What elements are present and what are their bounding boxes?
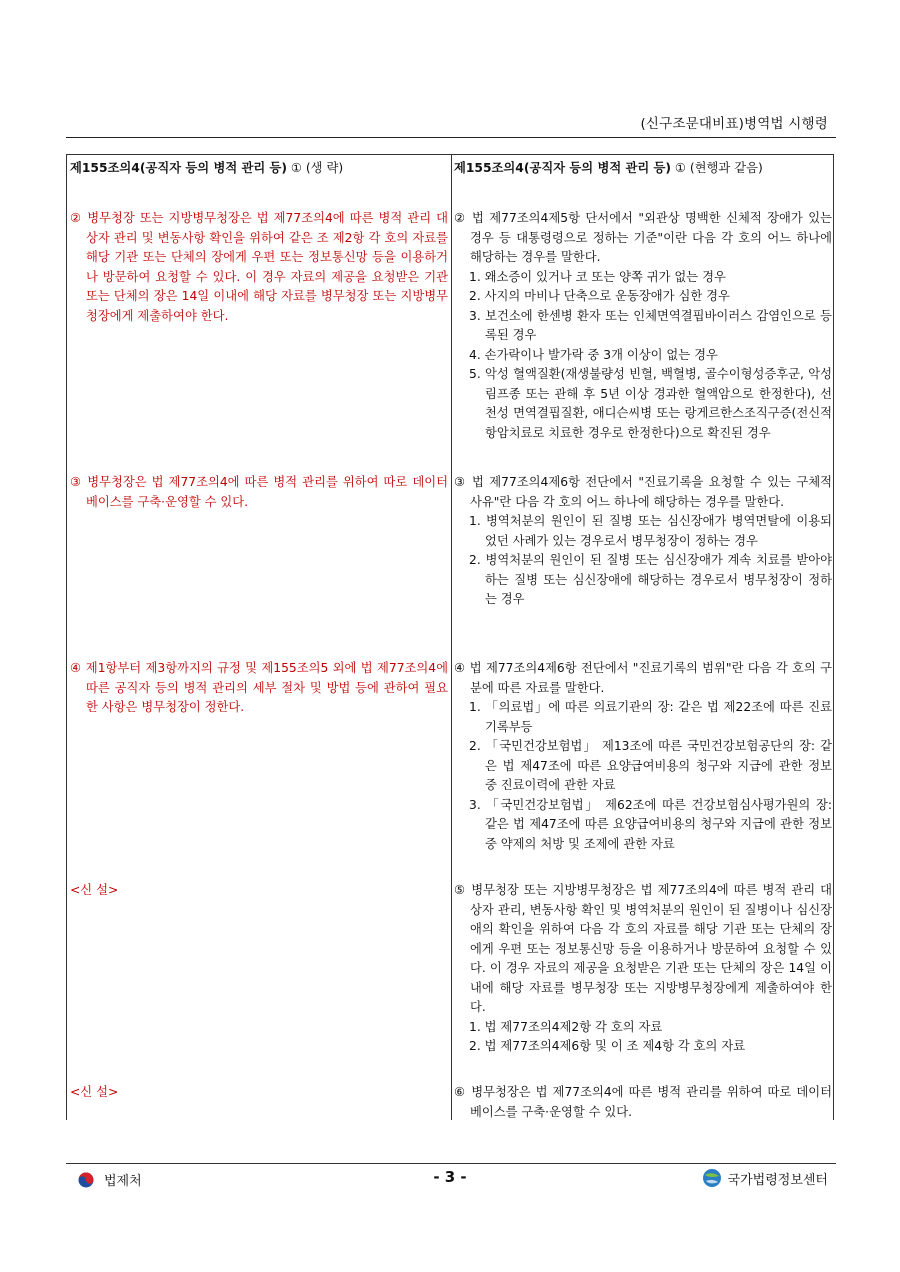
old-text-cell [70,209,448,326]
paragraph: ③ 병무청장은 법 제77조의4에 따른 병적 관리를 위하여 따로 데이터베이스를 구축·운영할 수 있다. [70,475,448,509]
article-title: 제155조의4(공직자 등의 병적 관리 등) [454,161,672,175]
table-row [67,469,833,657]
paragraph-note: ① (현행과 같음) [671,161,763,175]
list-item: 3. 「국민건강보험법」 제62조에 따른 건강보험심사평가원의 장: 같은 법 제47조에 따른 요양급여비용의 청구와 지급에 관한 정보 중 약제의 처방 및 조제에 관한 자료 [469,797,832,851]
header-title: (신구조문대비표)병역법 시행령 [640,116,828,132]
old-text-cell [70,881,448,901]
new-text-cell [454,1083,832,1122]
new-text-cell [454,881,832,1057]
footer-right-label: 국가법령정보센터 [727,1172,828,1188]
new-text-cell [454,209,832,443]
list-item: 4. 손가락이나 발가락 중 3개 이상이 없는 경우 [469,347,718,362]
list-item: 1. 병역처분의 원인이 된 질병 또는 심신장애가 병역면탈에 이용되었던 사례가 있는 경우로서 병무청장이 정하는 경우 [469,514,832,548]
page-number: - 3 - [433,1168,467,1186]
footer-left-label: 법제처 [104,1174,142,1189]
paragraph: ⑤ 병무청장 또는 지방병무청장은 법 제77조의4에 따른 병적 관리 대상자 관리, 변동사항 확인 및 병역처분의 원인이 된 질병이나 심신장애의 확인을 위하여 다음 각 호의 자료를 해당 기관 또는 단체의 장에게 우편 또는 정보통신망 등을 이용하거나 방문하여 요청할 수 있다. 이 경우 자료의 제공을 요청받은 기관 또는 단체의 장은 14일 이내에 해당 자료를 병무청장 또는 지방병무청장에게 제출하여야 한다. [454,883,832,1014]
new-text-cell [454,159,832,179]
paragraph: ④ 제1항부터 제3항까지의 규정 및 제155조의5 외에 법 제77조의4에 따른 공직자 등의 병적 관리의 세부 절차 및 방법 등에 관하여 필요한 사항은 병무청장이 정한다. [70,661,448,714]
old-text-cell [70,473,448,512]
list-item: 2. 병역처분의 원인이 된 질병 또는 심신장애가 계속 치료를 받아야 하는 질병 또는 심신장애에 해당하는 경우로서 병무청장이 정하는 경우 [469,553,832,606]
list-item: 1. 법 제77조의4제2항 각 호의 자료 [469,1019,663,1034]
list-item: 2. 법 제77조의4제6항 및 이 조 제4항 각 호의 자료 [469,1039,746,1053]
paragraph: ② 법 제77조의4제5항 단서에서 "외관상 명백한 신체적 장애가 있는 경우 등 대통령령으로 정하는 기준"이란 다음 각 호의 어느 하나에 해당하는 경우를 말한다. [454,211,832,264]
comparison-table [66,154,834,1120]
paragraph: ② 병무청장 또는 지방병무청장은 법 제77조의4에 따른 병적 관리 대상자 관리 및 변동사항 확인을 위하여 같은 조 제2항 각 호의 자료를 해당 기관 또는 단체의 장에게 우편 또는 정보통신망 등을 이용하거나 방문하여 요청할 수 있다. 이 경우 자료의 제공을 요청받은 기관 또는 단체의 장은 14일 이내에 해당 자료를 병무청장 또는 지방병무청장에게 제출하여야 한다. [70,211,448,323]
list-item: 3. 보건소에 한센병 환자 또는 인체면역결핍바이러스 감염인으로 등록된 경우 [469,308,832,342]
footer-rule [66,1163,836,1164]
paragraph: ④ 법 제77조의4제6항 전단에서 "진료기록의 범위"란 다음 각 호의 구분에 따른 자료를 말한다. [454,661,832,695]
paragraph-note: ① (생 략) [287,161,344,175]
list-item: 1. 왜소증이 있거나 코 또는 양쪽 귀가 없는 경우 [469,269,726,284]
list-item: 2. 사지의 마비나 단축으로 운동장애가 심한 경우 [469,289,730,303]
list-item: 5. 악성 혈액질환(재생불량성 빈혈, 백혈병, 골수이형성증후군, 악성 림프종 또는 관해 후 5년 이상 경과한 혈액암으로 한정한다), 선천성 면역결핍질환, 애디슨씨병 또는 랑게르한스조직구증(전신적 항암치료로 치료한 경우로 한정한다)으로 확진된 경우 [469,367,832,440]
old-text-cell [70,659,448,718]
paragraph: ③ 법 제77조의4제6항 전단에서 "진료기록을 요청할 수 있는 구체적 사유"란 다음 각 호의 어느 하나에 해당하는 경우를 말한다. [454,475,832,509]
table-row [67,1079,833,1123]
new-provision-marker: <신 설> [70,883,119,897]
table-row [67,205,833,471]
table-row [67,655,833,881]
globe-logo-icon [702,1168,722,1188]
list-item: 1. 「의료법」에 따른 의료기관의 장: 같은 법 제22조에 따른 진료기록부등 [469,700,832,734]
old-text-cell [70,159,448,179]
table-row [67,877,833,1083]
list-item: 2. 「국민건강보험법」 제13조에 따른 국민건강보험공단의 장: 같은 법 제47조에 따른 요양급여비용의 청구와 지급에 관한 정보 중 진료이력에 관한 자료 [469,739,832,792]
header-rule [66,137,836,138]
new-text-cell [454,659,832,854]
new-text-cell [454,473,832,610]
table-row [67,155,833,207]
article-title: 제155조의4(공직자 등의 병적 관리 등) [70,161,288,175]
new-provision-marker: <신 설> [70,1085,119,1099]
paragraph: ⑥ 병무청장은 법 제77조의4에 따른 병적 관리를 위하여 따로 데이터베이스를 구축·운영할 수 있다. [454,1085,832,1119]
footer-right [702,1168,828,1188]
old-text-cell [70,1083,448,1103]
